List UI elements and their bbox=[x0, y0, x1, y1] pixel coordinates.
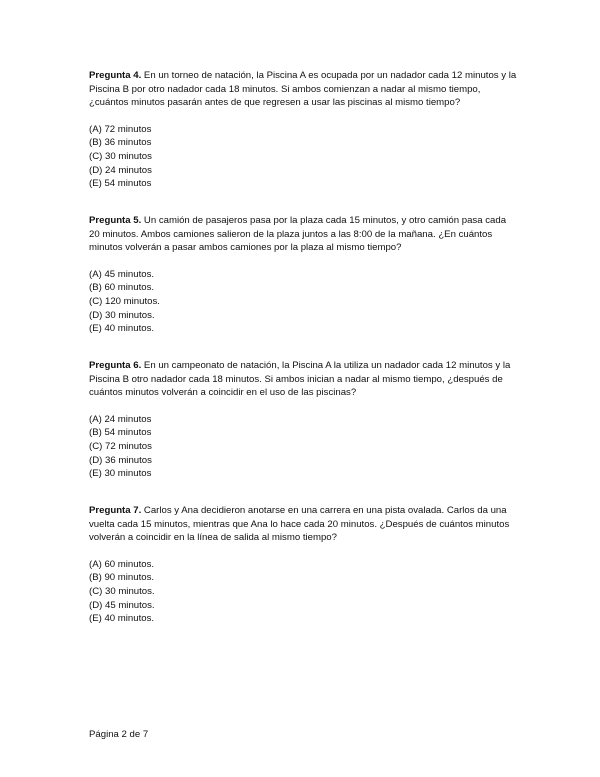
question-5-label: Pregunta 5. bbox=[89, 215, 142, 226]
question-6 bbox=[89, 359, 519, 481]
option-a: (A) 24 minutos bbox=[89, 413, 152, 425]
question-7-label: Pregunta 7. bbox=[89, 505, 142, 516]
question-7-options bbox=[89, 558, 519, 626]
option-e: (E) 54 minutos bbox=[89, 178, 152, 190]
question-5-body: Un camión de pasajeros pasa por la plaza cada 15 minutos, y otro camión pasa cada 20 minutos. Ambos camiones salieron de la plaza juntos a las 8:00 de la mañana. ¿En cuántos minutos volverán a pasar ambos camiones por la plaza al mismo tiempo? bbox=[89, 215, 507, 254]
question-6-options bbox=[89, 413, 519, 481]
option-a: (A) 72 minutos bbox=[89, 123, 152, 135]
option-e: (E) 30 minutos bbox=[89, 468, 152, 480]
option-c: (C) 72 minutos bbox=[89, 440, 152, 452]
option-c: (C) 30 minutos. bbox=[89, 585, 155, 597]
option-b: (B) 36 minutos bbox=[89, 137, 152, 149]
option-d: (D) 30 minutos. bbox=[89, 309, 155, 321]
question-4 bbox=[89, 69, 519, 191]
question-6-label: Pregunta 6. bbox=[89, 360, 142, 371]
option-b: (B) 90 minutos. bbox=[89, 572, 155, 584]
question-4-label: Pregunta 4. bbox=[89, 70, 142, 81]
option-d: (D) 45 minutos. bbox=[89, 599, 155, 611]
question-6-text bbox=[89, 359, 519, 400]
option-d: (D) 36 minutos bbox=[89, 454, 152, 466]
option-e: (E) 40 minutos. bbox=[89, 323, 155, 335]
question-7 bbox=[89, 504, 519, 626]
question-7-text bbox=[89, 504, 519, 545]
question-5 bbox=[89, 214, 519, 336]
question-6-body: En un campeonato de natación, la Piscina A la utiliza un nadador cada 12 minutos y la Piscina B otro nadador cada 18 minutos. Si ambos inician a nadar al mismo tiempo, ¿después de cuántos minutos volverán a coincidir en el uso de las piscinas? bbox=[89, 360, 511, 399]
page-number-footer: Página 2 de 7 bbox=[89, 729, 149, 740]
option-b: (B) 54 minutos bbox=[89, 427, 152, 439]
option-a: (A) 45 minutos. bbox=[89, 268, 155, 280]
question-4-options bbox=[89, 123, 519, 191]
option-c: (C) 120 minutos. bbox=[89, 295, 160, 307]
option-d: (D) 24 minutos bbox=[89, 164, 152, 176]
question-4-body: En un torneo de natación, la Piscina A es ocupada por un nadador cada 12 minutos y la Piscina B por otro nadador cada 18 minutos. Si ambos comienzan a nadar al mismo tiempo, ¿cuántos minutos pasarán antes de que regresen a usar las piscinas al mismo tiempo? bbox=[89, 70, 517, 109]
question-4-text bbox=[89, 69, 519, 110]
question-7-body: Carlos y Ana decidieron anotarse en una carrera en una pista ovalada. Carlos da una vuelta cada 15 minutos, mientras que Ana lo hace cada 20 minutos. ¿Después de cuántos minutos volverán a coincidir en la línea de salida al mismo tiempo? bbox=[89, 505, 510, 544]
question-5-options bbox=[89, 268, 519, 336]
option-b: (B) 60 minutos. bbox=[89, 282, 155, 294]
question-5-text bbox=[89, 214, 519, 255]
option-a: (A) 60 minutos. bbox=[89, 558, 155, 570]
option-e: (E) 40 minutos. bbox=[89, 613, 155, 625]
option-c: (C) 30 minutos bbox=[89, 150, 152, 162]
